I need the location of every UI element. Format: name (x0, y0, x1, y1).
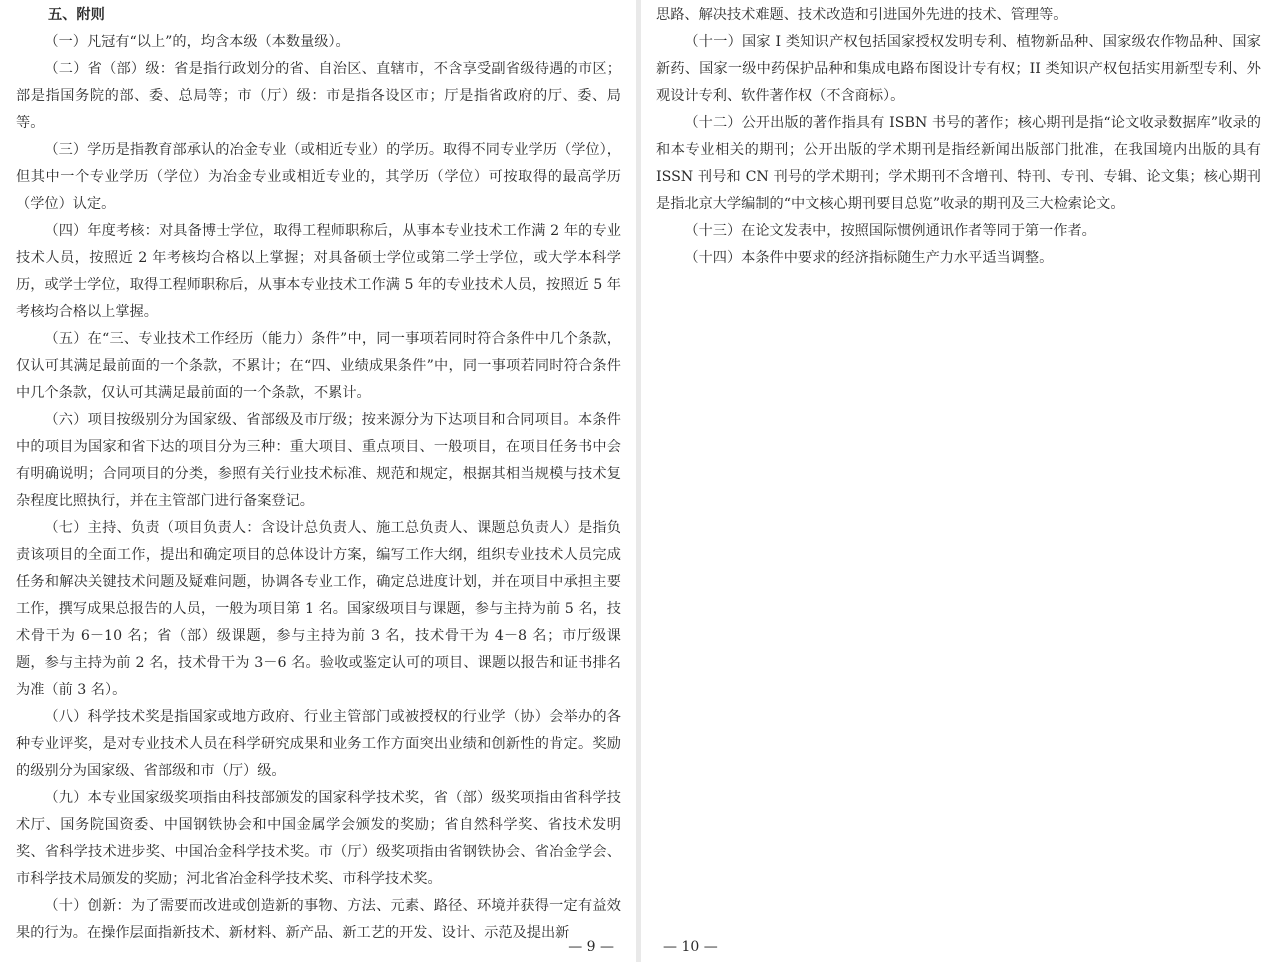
clause-3: （三）学历是指教育部承认的冶金专业（或相近专业）的学历。取得不同专业学历（学位），但其中一个专业学历（学位）为冶金专业或相近专业的，其学历（学位）可按取得的最高学历（学位）认定。 (16, 142, 621, 212)
section-heading: 五、附则 (48, 7, 105, 23)
clause-6: （六）项目按级别分为国家级、省部级及市厅级；按来源分为下达项目和合同项目。本条件中的项目为国家和省下达的项目分为三种：重大项目、重点项目、一般项目，在项目任务书中会有明确说明；合同项目的分类，参照有关行业技术标准、规范和规定，根据其相当规模与技术复杂程度比照执行，并在主管部门进行备案登记。 (16, 412, 621, 509)
clause-4: （四）年度考核：对具备博士学位，取得工程师职称后，从事本专业技术工作满 2 年的专业技术人员，按照近 2 年考核均合格以上掌握；对具备硕士学位或第二学士学位，或大学本科学历，或学士学位，取得工程师职称后，从事本专业技术工作满 5 年的专业技术人员，按照近 5 年考核均合格以上掌握。 (16, 223, 621, 320)
page-number: — 10 — (663, 939, 718, 955)
clause-8: （八）科学技术奖是指国家或地方政府、行业主管部门或被授权的行业学（协）会举办的各种专业评奖，是对专业技术人员在科学研究成果和业务工作方面突出业绩和创新性的肯定。奖励的级别分为国家级、省部级和市（厅）级。 (16, 709, 621, 779)
right-page (641, 0, 1281, 962)
clause-14: （十四）本条件中要求的经济指标随生产力水平适当调整。 (684, 250, 1054, 266)
clause-13: （十三）在论文发表中，按照国际惯例通讯作者等同于第一作者。 (684, 223, 1096, 239)
clause-12: （十二）公开出版的著作指具有 ISBN 书号的著作；核心期刊是指“论文收录数据库”收录的和本专业相关的期刊；公开出版的学术期刊是指经新闻出版部门批准，在我国境内出版的具有 ISSN 刊号和 CN 刊号的学术期刊；学术期刊不含增刊、特刊、专刊、专辑、论文集；核心期刊是指北京大学编制的“中文核心期刊要目总览”收录的期刊及三大检索论文。 (656, 115, 1261, 212)
clause-10-continuation: 思路、解决技术难题、技术改造和引进国外先进的技术、管理等。 (656, 7, 1068, 23)
clause-5: （五）在“三、专业技术工作经历（能力）条件”中，同一事项若同时符合条件中几个条款，仅认可其满足最前面的一个条款，不累计；在“四、业绩成果条件”中，同一事项若同时符合条件中几个条款，仅认可其满足最前面的一个条款，不累计。 (16, 331, 621, 401)
clause-2: （二）省（部）级：省是指行政划分的省、自治区、直辖市，不含享受副省级待遇的市区；部是指国务院的部、委、总局等；市（厅）级：市是指各设区市；厅是指省政府的厅、委、局等。 (16, 61, 621, 131)
page-number: — 9 — (568, 939, 614, 955)
clause-1: （一）凡冠有“以上”的，均含本级（本数量级）。 (44, 34, 350, 50)
clause-10: （十）创新：为了需要而改进或创造新的事物、方法、元素、路径、环境并获得一定有益效果的行为。在操作层面指新技术、新材料、新产品、新工艺的开发、设计、示范及提出新 (16, 898, 621, 941)
clause-9: （九）本专业国家级奖项指由科技部颁发的国家科学技术奖，省（部）级奖项指由省科学技术厅、国务院国资委、中国钢铁协会和中国金属学会颁发的奖励；省自然科学奖、省技术发明奖、省科学技术进步奖、中国冶金科学技术奖。市（厅）级奖项指由省钢铁协会、省冶金学会、市科学技术局颁发的奖励；河北省冶金科学技术奖、市科学技术奖。 (16, 790, 621, 887)
clause-7: （七）主持、负责（项目负责人：含设计总负责人、施工总负责人、课题总负责人）是指负责该项目的全面工作，提出和确定项目的总体设计方案，编写工作大纲，组织专业技术人员完成任务和解决关键技术问题及疑难问题，协调各专业工作，确定总进度计划，并在项目中承担主要工作，撰写成果总报告的人员，一般为项目第 1 名。国家级项目与课题，参与主持为前 5 名，技术骨干为 6－10 名；省（部）级课题，参与主持为前 3 名，技术骨干为 4－8 名；市厅级课题，参与主持为前 2 名，技术骨干为 3－6 名。验收或鉴定认可的项目、课题以报告和证书排名为准（前 3 名）。 (16, 520, 621, 698)
left-page (0, 0, 636, 962)
clause-11: （十一）国家 I 类知识产权包括国家授权发明专利、植物新品种、国家级农作物品种、国家新药、国家一级中药保护品种和集成电路布图设计专有权；II 类知识产权包括实用新型专利、外观设计专利、软件著作权（不含商标）。 (656, 34, 1261, 104)
